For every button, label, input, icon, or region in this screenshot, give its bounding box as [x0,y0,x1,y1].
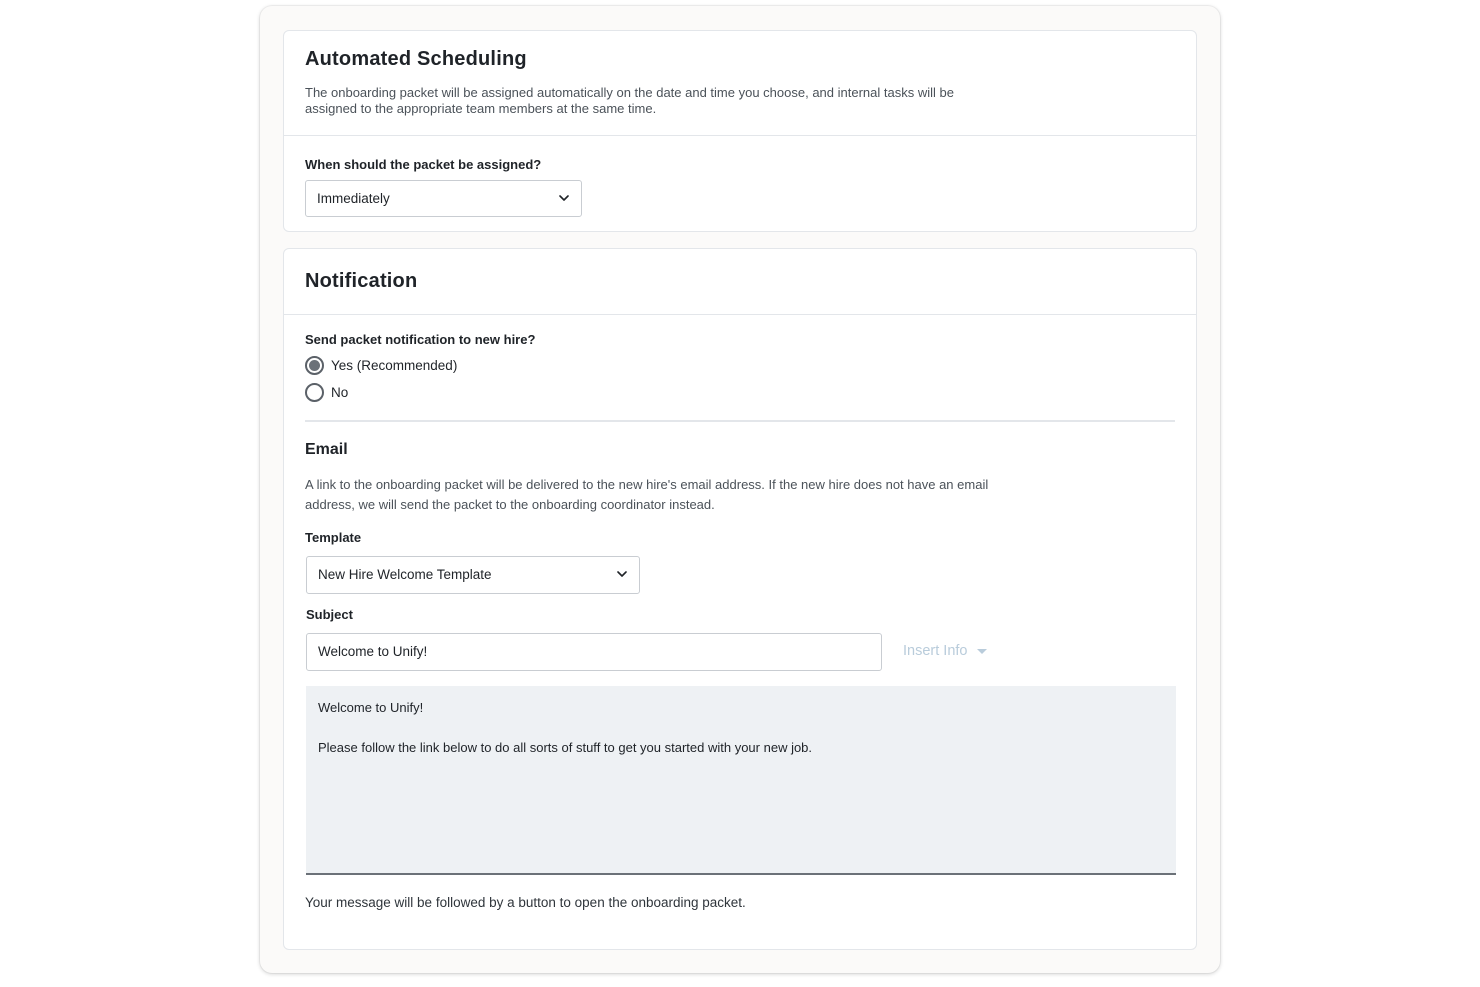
email-body-line: Please follow the link below to do all sorts of stuff to get you started with your new job. [318,740,813,755]
insert-info-dropdown[interactable] [903,643,987,659]
subject-label: Subject [306,607,353,622]
notification-title: Notification [305,270,418,292]
scheduling-title: Automated Scheduling [305,48,527,70]
radio-yes-selected[interactable] [305,356,324,375]
email-description: A link to the onboarding packet will be delivered to the new hire's email address. If the new hire does not have an email address, we will send the packet to the onboarding coordinator instead. [305,477,989,512]
notification-card-header [284,249,1196,315]
assign-time-label: When should the packet be assigned? [305,157,542,172]
radio-selected-dot [309,360,320,371]
scheduling-card [283,30,1197,232]
email-body-line: Welcome to Unify! [318,700,424,715]
email-heading: Email [305,441,348,458]
insert-info-label: Insert Info [903,643,968,659]
radio-yes-label: Yes (Recommended) [331,357,458,373]
scheduling-description: The onboarding packet will be assigned automatically on the date and time you choose, and internal tasks will be assigned to the appropriate team members at the same time. [305,85,954,116]
radio-option-yes[interactable] [305,355,457,375]
radio-no-label: No [331,384,349,400]
radio-option-no[interactable] [305,382,348,402]
section-divider [305,420,1175,422]
notification-card [283,248,1197,950]
chevron-down-icon [617,570,627,578]
caret-down-icon [977,649,987,654]
page-container [260,6,1220,973]
email-footnote: Your message will be followed by a button to open the onboarding packet. [305,895,746,910]
send-notification-label: Send packet notification to new hire? [305,332,536,347]
template-label: Template [305,530,362,545]
template-select[interactable] [306,556,640,594]
email-body-editor[interactable] [306,686,1176,875]
scheduling-card-header [284,31,1196,136]
template-value: New Hire Welcome Template [318,567,492,582]
assign-time-value: Immediately [317,191,390,206]
chevron-down-icon [559,194,569,202]
radio-no[interactable] [305,383,324,402]
assign-time-select[interactable] [305,180,582,217]
subject-input[interactable]: Welcome to Unify! [306,633,882,671]
